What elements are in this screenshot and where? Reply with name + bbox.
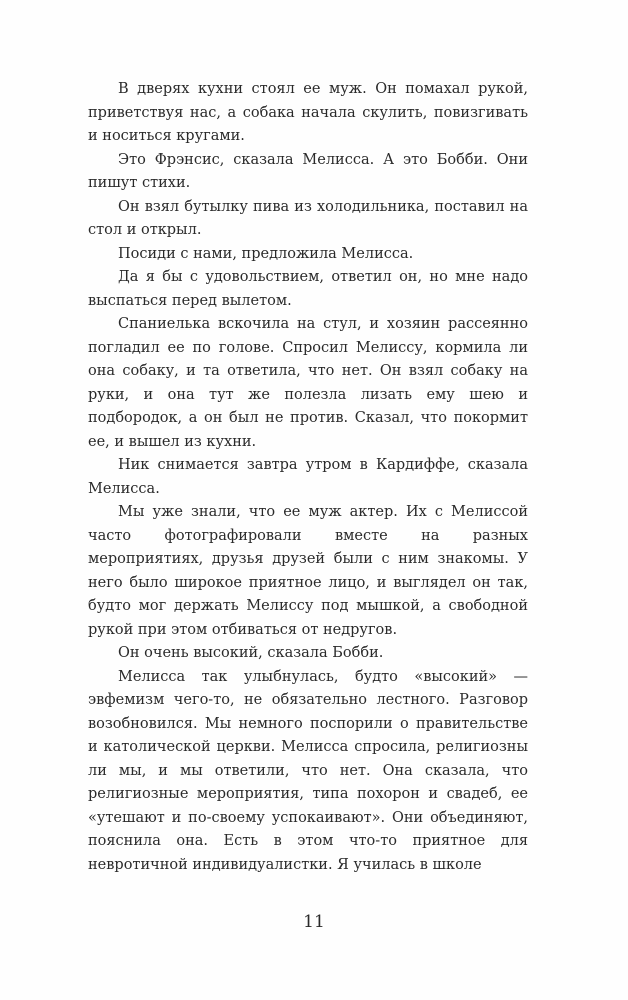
body-text xyxy=(88,78,528,877)
paragraph-3: Он взял бутылку пива из холодильника, поставил на стол и открыл. xyxy=(88,198,528,238)
paragraph-9: Он очень высокий, сказала Бобби. xyxy=(118,645,384,661)
paragraph-4: Посиди с нами, предложила Мелисса. xyxy=(118,245,414,262)
paragraph-7: Ник снимается завтра утром в Кардиффе, сказала Мелисса. xyxy=(88,457,528,497)
paragraph-8: Мы уже знали, что ее муж актер. Их с Мелиссой часто фотографировали вместе на разных мероприятиях, друзья друзей были с ним знакомы. У него было широкое приятное лицо, и выглядел он так, будто мог держать Мелиссу под мышкой, а свободной рукой при этом отбиваться от недругов. xyxy=(88,504,528,638)
paragraph-6: Спаниелька вскочила на стул, и хозяин рассеянно погладил ее по голове. Спросил Мелиссу, кормила ли она собаку, и та ответила, что нет. Он взял собаку на руки, и она тут же полезла лизать ему шею и подбородок, а он был не против. Сказал, что покормит ее, и вышел из кухни. xyxy=(88,316,528,450)
paragraph-5: Да я бы с удовольствием, ответил он, но мне надо выспаться перед вылетом. xyxy=(88,269,528,309)
page-number: 11 xyxy=(303,912,325,932)
paragraph-1: В дверях кухни стоял ее муж. Он помахал рукой, приветствуя нас, а собака начала скулить, повизгивать и носиться кругами. xyxy=(88,81,528,144)
paragraph-2: Это Фрэнсис, сказала Мелисса. А это Бобби. Они пишут стихи. xyxy=(88,151,528,191)
paragraph-10: Мелисса так улыбнулась, будто «высокий» — эвфемизм чего-то, не обязательно лестного. Разговор возобновился. Мы немного поспорили о правительстве и католической церкви. Мелисса спросила, религиозны ли мы, и мы ответили, что нет. Она сказала, что религиозные мероприятия, типа похорон и свадеб, ее «утешают и по-своему успокаивают». Они объединяют, пояснила она. Есть в этом что-то приятное для невротичной индивидуалистки. Я училась в школе xyxy=(88,668,528,873)
